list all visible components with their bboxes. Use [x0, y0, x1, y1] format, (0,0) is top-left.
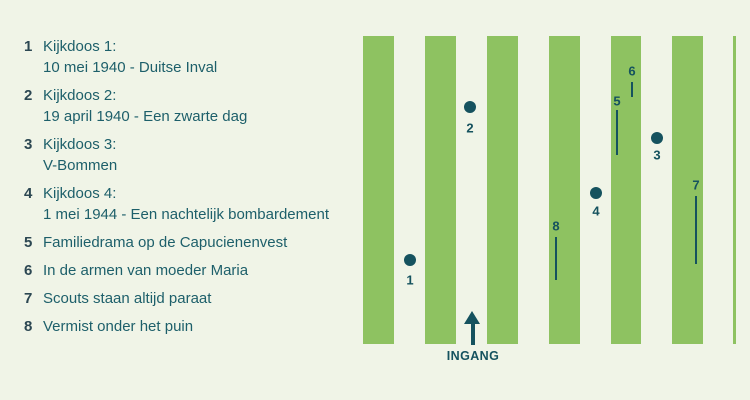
legend-item-text: Kijkdoos 3: V-Bommen [43, 136, 118, 174]
building-bar-4 [549, 36, 580, 344]
map-marker-label-6: 6 [628, 63, 636, 79]
map-marker-label-1: 1 [406, 272, 414, 288]
legend-item-text: Kijkdoos 4: 1 mei 1944 - Een nachtelijk bombardement [43, 185, 329, 223]
map-marker-line-6 [631, 82, 633, 97]
map-marker-label-5: 5 [613, 93, 621, 109]
map-marker-dot-3 [651, 132, 663, 144]
map-marker-dot-4 [590, 187, 602, 199]
map-marker-label-8: 8 [552, 218, 560, 234]
legend-item-text: Kijkdoos 1: 10 mei 1940 - Duitse Inval [43, 38, 218, 76]
wall-line [733, 36, 736, 344]
map-marker-line-7 [695, 196, 697, 264]
legend-item-number: 3 [24, 136, 33, 153]
legend-item-number: 1 [24, 38, 33, 55]
legend-item-number: 7 [24, 290, 33, 307]
map-marker-line-5 [616, 110, 618, 155]
map-marker-dot-1 [404, 254, 416, 266]
legend-item-text: Kijkdoos 2: 19 april 1940 - Een zwarte dag [43, 87, 248, 125]
building-bar-2 [425, 36, 456, 344]
map-marker-line-8 [555, 237, 557, 280]
legend-item-number: 5 [24, 234, 33, 251]
entrance-arrow-shaft [471, 321, 475, 345]
legend-item-text: In de armen van moeder Maria [43, 262, 249, 279]
building-bar-3 [487, 36, 518, 344]
entrance-label: INGANG [446, 349, 500, 363]
legend-item-number: 6 [24, 262, 33, 279]
map-marker-label-4: 4 [592, 203, 600, 219]
legend-item-number: 4 [24, 185, 33, 202]
legend-item-text: Vermist onder het puin [43, 318, 194, 335]
legend-item-text: Familiedrama op de Capucienenvest [43, 234, 288, 251]
legend-item-number: 2 [24, 87, 33, 104]
legend-item-number: 8 [24, 318, 33, 335]
legend-item-text: Scouts staan altijd paraat [43, 290, 212, 307]
building-bar-5 [611, 36, 641, 344]
map-marker-label-3: 3 [653, 147, 661, 163]
map-marker-label-7: 7 [692, 177, 700, 193]
map-marker-dot-2 [464, 101, 476, 113]
map-marker-label-2: 2 [466, 120, 474, 136]
building-bar-1 [363, 36, 394, 344]
